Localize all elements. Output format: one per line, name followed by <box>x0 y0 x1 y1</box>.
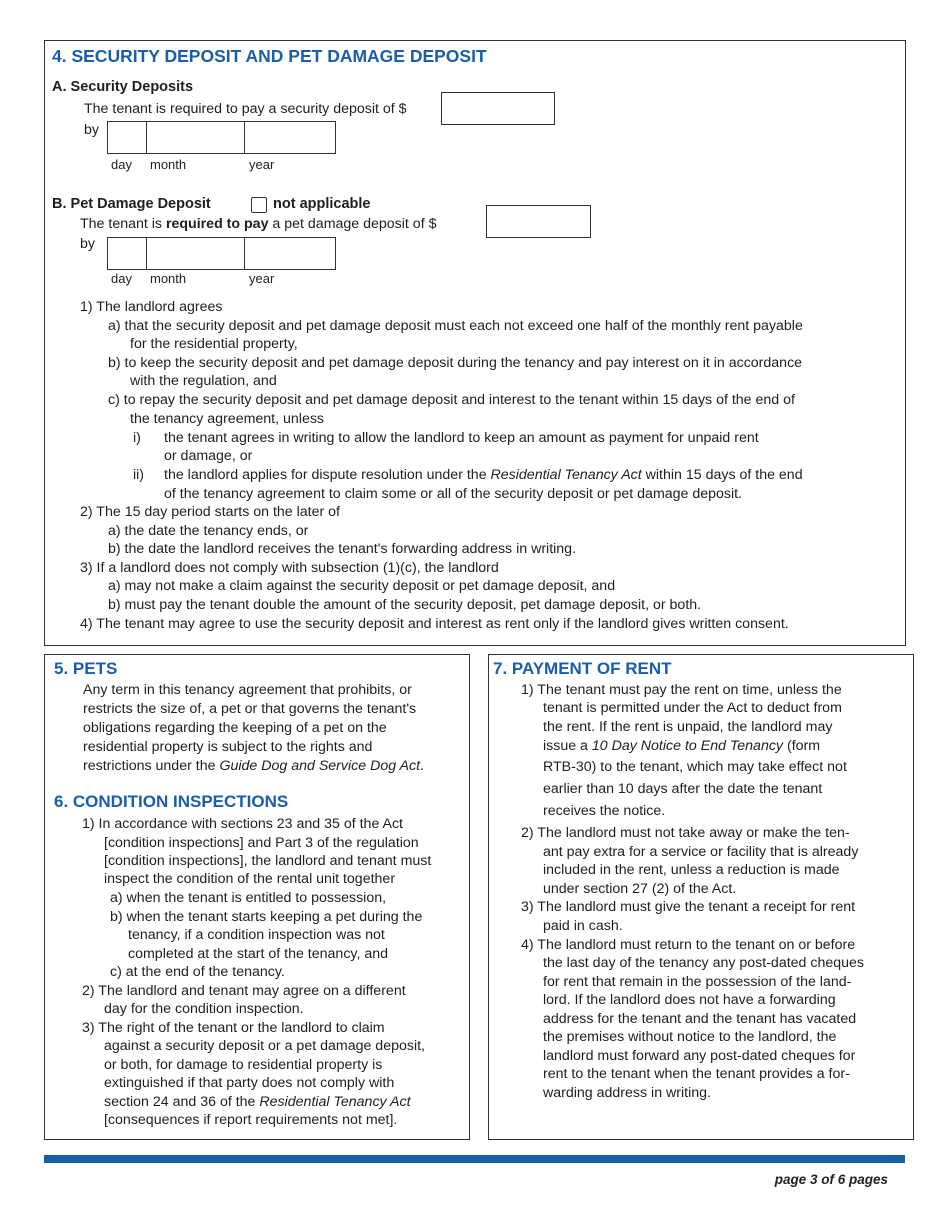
s5-line: Any term in this tenancy agreement that prohibits, or <box>83 682 412 698</box>
s4-line: ii) <box>133 467 145 483</box>
s5-line-end: . <box>420 758 424 774</box>
s7-line: tenant is permitted under the Act to deduct from <box>543 700 842 716</box>
s4-line: with the regulation, and <box>130 373 277 389</box>
s7-line: 1) The tenant must pay the rent on time, unless the <box>521 682 842 698</box>
s5-line: residential property is subject to the rights and <box>83 739 373 755</box>
s4-line: 2) The 15 day period starts on the later of <box>80 504 340 520</box>
not-applicable-label: not applicable <box>273 196 371 212</box>
s7-line: 2) The landlord must not take away or make the ten- <box>521 825 850 841</box>
s6-line-part: section 24 and 36 of the <box>104 1094 260 1110</box>
s4-line: the tenant agrees in writing to allow the landlord to keep an amount as payment for unpaid rent <box>164 430 759 446</box>
s4-line-part: the landlord applies for dispute resolution under the <box>164 467 491 483</box>
notice-name: 10 Day Notice to End Tenancy <box>591 738 784 754</box>
s4-line: b) must pay the tenant double the amount of the security deposit, pet damage deposit, or both. <box>108 597 702 613</box>
security-day-label: day <box>111 157 132 172</box>
s4-line: of the tenancy agreement to claim some or all of the security deposit or pet damage deposit. <box>164 486 743 502</box>
s6-line: b) when the tenant starts keeping a pet during the <box>110 909 423 925</box>
security-by-label: by <box>84 122 99 138</box>
s4-line: or damage, or <box>164 448 253 464</box>
s5-line-part: restrictions under the <box>83 758 220 774</box>
s7-line: address for the tenant and the tenant has vacated <box>543 1011 857 1027</box>
s7-line: earlier than 10 days after the date the tenant <box>543 781 823 797</box>
security-year-label: year <box>249 157 275 172</box>
security-deposit-text: The tenant is required to pay a security deposit of $ <box>84 101 407 117</box>
s6-line: [consequences if report requirements not met]. <box>104 1112 398 1128</box>
section-7-heading: 7. PAYMENT OF RENT <box>493 659 672 678</box>
s4-line: 4) The tenant may agree to use the security deposit and interest as rent only if the landlord gives written consent. <box>80 616 789 632</box>
s7-line: the premises without notice to the landlord, the <box>543 1029 837 1045</box>
security-year-field[interactable] <box>244 121 336 154</box>
pet-year-field[interactable] <box>244 237 336 270</box>
s6-line <box>104 1093 411 1111</box>
s7-line: 4) The landlord must return to the tenant on or before <box>521 937 856 953</box>
security-deposits-title: A. Security Deposits <box>52 79 194 95</box>
s6-line: inspect the condition of the rental unit together <box>104 871 396 887</box>
guide-dog-act: Guide Dog and Service Dog Act <box>219 758 421 774</box>
s4-line: 1) The landlord agrees <box>80 299 223 315</box>
pet-deposit-amount-field[interactable] <box>486 205 591 238</box>
s7-line: RTB-30) to the tenant, which may take effect not <box>543 759 847 775</box>
section-5-heading: 5. PETS <box>54 659 118 678</box>
pet-year-label: year <box>249 271 275 286</box>
s7-line: landlord must forward any post-dated cheques for <box>543 1048 856 1064</box>
s7-line <box>543 737 820 755</box>
s4-line: 3) If a landlord does not comply with subsection (1)(c), the landlord <box>80 560 499 576</box>
s4-line: a) the date the tenancy ends, or <box>108 523 309 539</box>
s7-line: the rent. If the rent is unpaid, the landlord may <box>543 719 833 735</box>
s6-line: 3) The right of the tenant or the landlord to claim <box>82 1020 385 1036</box>
s7-line: for rent that remain in the possession of the land- <box>543 974 852 990</box>
s7-line: 3) The landlord must give the tenant a receipt for rent <box>521 899 856 915</box>
security-deposit-amount-field[interactable] <box>441 92 555 125</box>
s5-line: restricts the size of, a pet or that governs the tenant's <box>83 701 417 717</box>
s7-line: the last day of the tenancy any post-dated cheques <box>543 955 865 971</box>
s7-line: receives the notice. <box>543 803 666 819</box>
s6-line: extinguished if that party does not comply with <box>104 1075 395 1091</box>
security-month-label: month <box>150 157 187 172</box>
s5-line: obligations regarding the keeping of a pet on the <box>83 720 387 736</box>
page-number: page 3 of 6 pages <box>774 1172 888 1187</box>
s7-line: lord. If the landlord does not have a forwarding <box>543 992 836 1008</box>
s4-line: b) the date the landlord receives the tenant's forwarding address in writing. <box>108 541 577 557</box>
s7-line: rent to the tenant when the tenant provides a for- <box>543 1066 850 1082</box>
act-name: Residential Tenancy Act <box>490 467 642 483</box>
s6-line: completed at the start of the tenancy, and <box>128 946 389 962</box>
s6-line: day for the condition inspection. <box>104 1001 304 1017</box>
s4-line <box>164 466 803 484</box>
s5-line <box>83 757 424 775</box>
pet-damage-title: B. Pet Damage Deposit <box>52 196 211 212</box>
section-4-heading: 4. SECURITY DEPOSIT AND PET DAMAGE DEPOSIT <box>52 46 487 66</box>
pet-day-label: day <box>111 271 132 286</box>
s4-line: a) may not make a claim against the security deposit or pet damage deposit, and <box>108 578 616 594</box>
s6-line: [condition inspections] and Part 3 of the regulation <box>104 835 419 851</box>
pet-day-field[interactable] <box>107 237 147 270</box>
pet-month-field[interactable] <box>146 237 245 270</box>
pet-deposit-text-1: The tenant is <box>80 216 166 232</box>
s6-line: against a security deposit or a pet damage deposit, <box>104 1038 425 1054</box>
pet-month-label: month <box>150 271 187 286</box>
footer-bar <box>44 1155 905 1163</box>
s7-line: paid in cash. <box>543 918 623 934</box>
s6-line: 1) In accordance with sections 23 and 35 of the Act <box>82 816 403 832</box>
not-applicable-checkbox[interactable] <box>251 197 267 213</box>
s6-line: c) at the end of the tenancy. <box>110 964 285 980</box>
rta-name: Residential Tenancy Act <box>259 1094 411 1110</box>
s4-line: i) <box>133 430 141 446</box>
s7-line-part: issue a <box>543 738 592 754</box>
s7-line: under section 27 (2) of the Act. <box>543 881 737 897</box>
s6-line: or both, for damage to residential property is <box>104 1057 383 1073</box>
s4-line-part: within 15 days of the end <box>641 467 803 483</box>
s4-line: c) to repay the security deposit and pet damage deposit and interest to the tenant within 15 days of the end of <box>108 392 795 408</box>
s7-line: warding address in writing. <box>543 1085 711 1101</box>
s6-line: tenancy, if a condition inspection was not <box>128 927 385 943</box>
security-day-field[interactable] <box>107 121 147 154</box>
s6-line: 2) The landlord and tenant may agree on a different <box>82 983 406 999</box>
s7-line: ant pay extra for a service or facility that is already <box>543 844 859 860</box>
s6-line: a) when the tenant is entitled to possession, <box>110 890 387 906</box>
section-6-heading: 6. CONDITION INSPECTIONS <box>54 792 289 811</box>
security-month-field[interactable] <box>146 121 245 154</box>
pet-deposit-text-bold: required to pay <box>165 216 269 232</box>
s7-line: included in the rent, unless a reduction is made <box>543 862 840 878</box>
pet-deposit-text <box>80 215 436 233</box>
s4-line: b) to keep the security deposit and pet damage deposit during the tenancy and pay interest on it in accordance <box>108 355 803 371</box>
pet-deposit-text-3: a pet damage deposit of $ <box>268 216 437 232</box>
s7-line-part: (form <box>783 738 821 754</box>
s6-line: [condition inspections], the landlord and tenant must <box>104 853 432 869</box>
s4-line: the tenancy agreement, unless <box>130 411 325 427</box>
pet-by-label: by <box>80 236 95 252</box>
s4-line: for the residential property, <box>130 336 298 352</box>
s4-line: a) that the security deposit and pet damage deposit must each not exceed one half of the monthly rent payable <box>108 318 803 334</box>
